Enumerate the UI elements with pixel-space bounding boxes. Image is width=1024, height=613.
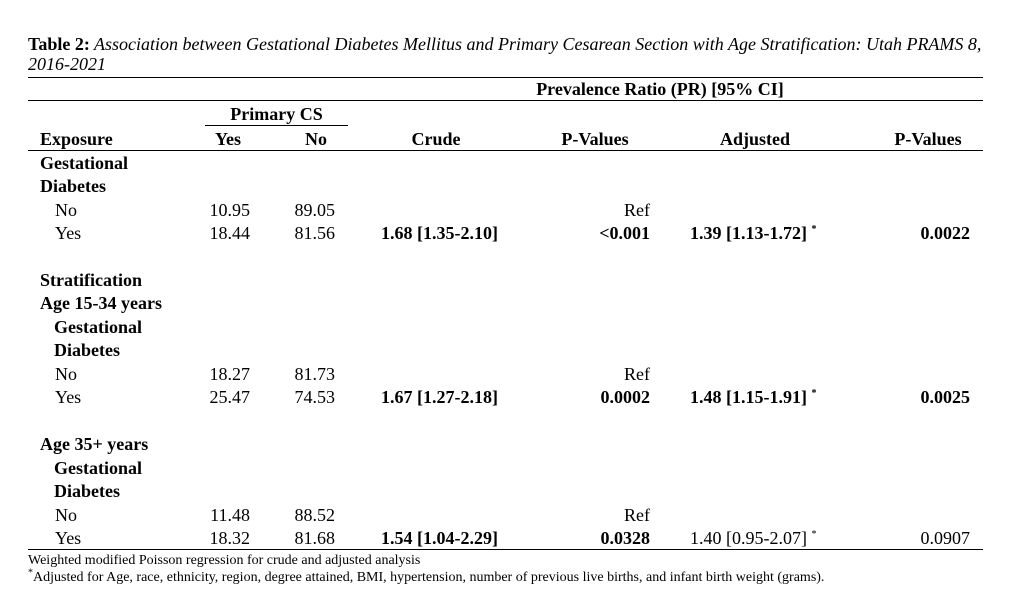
table-caption: Association between Gestational Diabetes Mellitus and Primary Cesarean Section with Age Stratification: Utah PRAMS 8, 2016-2021: [28, 34, 982, 74]
table-title: [28, 34, 988, 74]
s1-no-p1: Ref: [624, 200, 650, 220]
adjusted-marker: *: [811, 224, 817, 235]
cs-group-rule: [205, 125, 348, 126]
s2-yes-no: 74.53: [294, 387, 335, 407]
header-adjusted: Adjusted: [719, 129, 790, 149]
s3-yes-label: Yes: [55, 528, 82, 548]
s2-no-p1: Ref: [624, 364, 650, 384]
s2-yes-yes: 25.47: [209, 387, 250, 407]
s2-yes-p1: 0.0002: [600, 387, 650, 407]
s2-yes-label: Yes: [55, 387, 82, 407]
s3-yes-adjusted: 1.40 [0.95-2.07] *: [690, 528, 817, 548]
s1-no-yes: 10.95: [209, 200, 250, 220]
s3-no-no: 88.52: [294, 505, 335, 525]
s2-yes-p2: 0.0025: [920, 387, 970, 407]
section3-sub-line2: Diabetes: [54, 481, 120, 501]
table-bottom-rule: [28, 549, 983, 550]
header-primary-cs: Primary CS: [230, 104, 323, 124]
s3-yes-no: 81.68: [294, 528, 335, 548]
s3-yes-p1: 0.0328: [600, 528, 650, 548]
footnote-adjusted: *Adjusted for Age, race, ethnicity, region, degree attained, BMI, hypertension, number of previous live births, and infant birth weight (grams).: [28, 567, 825, 585]
adjusted-marker: *: [811, 388, 817, 399]
section3-sub-line1: Gestational: [54, 458, 142, 478]
s1-no-no: 89.05: [294, 200, 335, 220]
age-35-plus-heading: Age 35+ years: [40, 434, 149, 454]
s2-no-no: 81.73: [294, 364, 335, 384]
s1-yes-p1: <0.001: [599, 223, 650, 243]
s3-yes-yes: 18.32: [209, 528, 250, 548]
s3-no-label: No: [55, 505, 77, 525]
s1-yes-p2: 0.0022: [920, 223, 970, 243]
s1-yes-label: Yes: [55, 223, 82, 243]
pr-group-rule: [28, 100, 983, 101]
s3-no-p1: Ref: [624, 505, 650, 525]
footnote-marker: *: [28, 567, 33, 579]
header-pr-group: Prevalence Ratio (PR) [95% CI]: [536, 79, 784, 99]
s2-no-yes: 18.27: [209, 364, 250, 384]
section1-heading-line1: Gestational: [40, 153, 128, 173]
s3-yes-p2: 0.0907: [920, 528, 970, 548]
footnote-method: Weighted modified Poisson regression for crude and adjusted analysis: [28, 553, 421, 568]
s1-no-label: No: [55, 200, 77, 220]
header-bottom-rule: [28, 150, 983, 151]
s1-yes-yes: 18.44: [209, 223, 250, 243]
section2-sub-line1: Gestational: [54, 317, 142, 337]
age-15-34-heading: Age 15-34 years: [40, 293, 162, 313]
section1-heading-line2: Diabetes: [40, 176, 106, 196]
stratification-heading: Stratification: [40, 270, 142, 290]
header-pvalues-crude: P-Values: [561, 129, 629, 149]
s3-yes-crude: 1.54 [1.04-2.29]: [381, 528, 498, 548]
header-yes: Yes: [215, 129, 241, 149]
s2-yes-crude: 1.67 [1.27-2.18]: [381, 387, 498, 407]
header-pvalues-adjusted: P-Values: [894, 129, 962, 149]
adjusted-marker: *: [811, 529, 817, 540]
s3-no-yes: 11.48: [210, 505, 250, 525]
section2-sub-line2: Diabetes: [54, 340, 120, 360]
header-no: No: [305, 129, 327, 149]
header-crude: Crude: [411, 129, 461, 149]
s1-yes-no: 81.56: [294, 223, 335, 243]
s2-yes-adjusted: 1.48 [1.15-1.91] *: [690, 387, 817, 407]
table-number: Table 2:: [28, 34, 90, 54]
s1-yes-crude: 1.68 [1.35-2.10]: [381, 223, 498, 243]
header-exposure: Exposure: [40, 129, 113, 149]
s1-yes-adjusted: 1.39 [1.13-1.72] *: [690, 223, 817, 243]
s2-no-label: No: [55, 364, 77, 384]
